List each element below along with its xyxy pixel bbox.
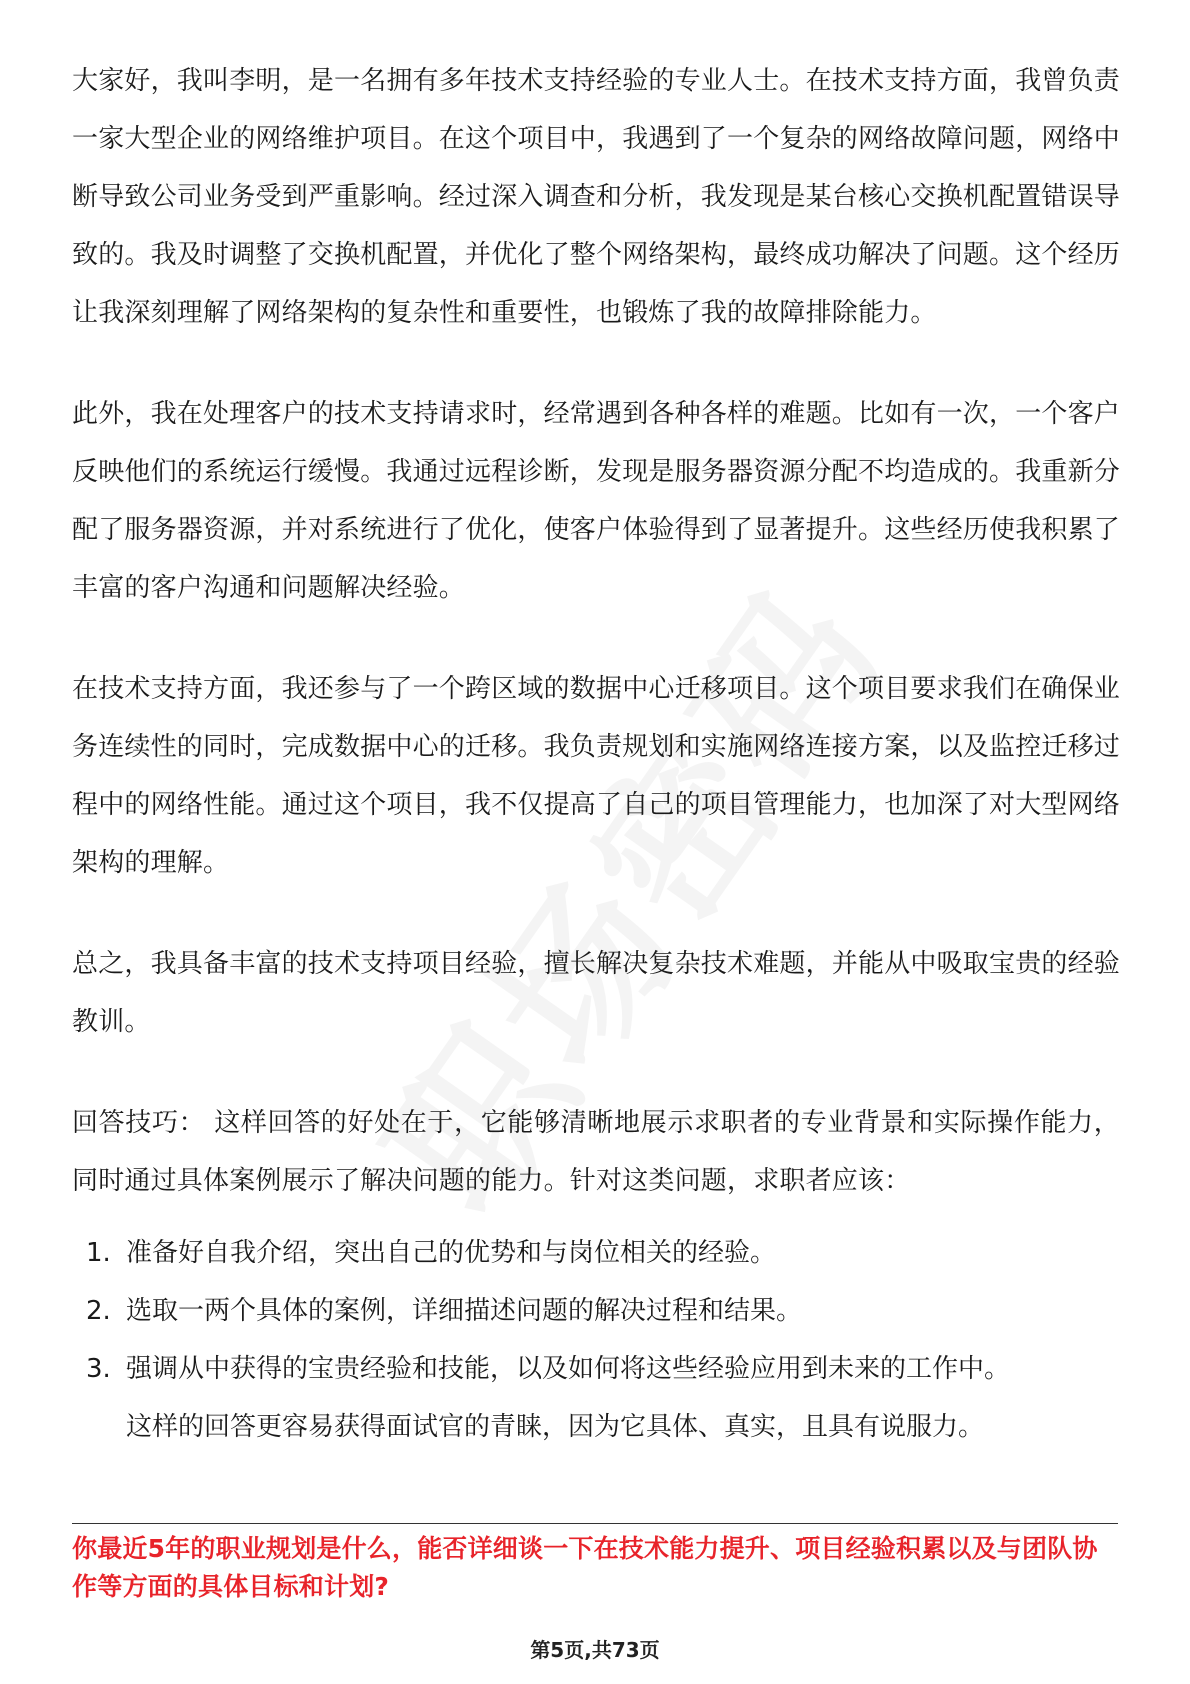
- list-item-number: 1.: [86, 1238, 111, 1268]
- list-item: [72, 1340, 1120, 1398]
- list-item: [72, 1282, 1120, 1340]
- next-question-heading: 你最近5年的职业规划是什么，能否详细谈一下在技术能力提升、项目经验积累以及与团队协作等方面的具体目标和计划?: [72, 1534, 1098, 1601]
- list-item-number: 3.: [86, 1354, 111, 1384]
- tips-list: [72, 1224, 1120, 1398]
- list-item-number: 2.: [86, 1296, 111, 1326]
- answer-paragraph-3: 在技术支持方面，我还参与了一个跨区域的数据中心迁移项目。这个项目要求我们在确保业务连续性的同时，完成数据中心的迁移。我负责规划和实施网络连接方案，以及监控迁移过程中的网络性能。通过这个项目，我不仅提高了自己的项目管理能力，也加深了对大型网络架构的理解。: [72, 674, 1121, 878]
- answer-summary: 总之，我具备丰富的技术支持项目经验，擅长解决复杂技术难题，并能从中吸取宝贵的经验教训。: [72, 949, 1121, 1037]
- answer-body: [72, 52, 1120, 1456]
- answer-paragraph-1: 大家好，我叫李明，是一名拥有多年技术支持经验的专业人士。在技术支持方面，我曾负责一家大型企业的网络维护项目。在这个项目中，我遇到了一个复杂的网络故障问题，网络中断导致公司业务受到严重影响。经过深入调查和分析，我发现是某台核心交换机配置错误导致的。我及时调整了交换机配置，并优化了整个网络架构，最终成功解决了问题。这个经历让我深刻理解了网络架构的复杂性和重要性，也锻炼了我的故障排除能力。: [72, 66, 1121, 328]
- list-item-text: 准备好自我介绍，突出自己的优势和与岗位相关的经验。: [126, 1238, 777, 1268]
- tips-note: 这样的回答更容易获得面试官的青睐，因为它具体、真实，且具有说服力。: [126, 1412, 985, 1442]
- answer-paragraph-2: 此外，我在处理客户的技术支持请求时，经常遇到各种各样的难题。比如有一次，一个客户反映他们的系统运行缓慢。我通过远程诊断，发现是服务器资源分配不均造成的。我重新分配了服务器资源，并对系统进行了优化，使客户体验得到了显著提升。这些经历使我积累了丰富的客户沟通和问题解决经验。: [72, 399, 1121, 603]
- page-number: 第5页,共73页: [530, 1638, 660, 1662]
- answer-tips-intro: 回答技巧： 这样回答的好处在于，它能够清晰地展示求职者的专业背景和实际操作能力，同时通过具体案例展示了解决问题的能力。针对这类问题，求职者应该：: [72, 1108, 1121, 1196]
- list-item-text: 强调从中获得的宝贵经验和技能，以及如何将这些经验应用到未来的工作中。: [126, 1354, 1011, 1384]
- list-item: [72, 1224, 1120, 1282]
- list-item-text: 选取一两个具体的案例，详细描述问题的解决过程和结果。: [126, 1296, 803, 1326]
- section-divider: [72, 1523, 1118, 1524]
